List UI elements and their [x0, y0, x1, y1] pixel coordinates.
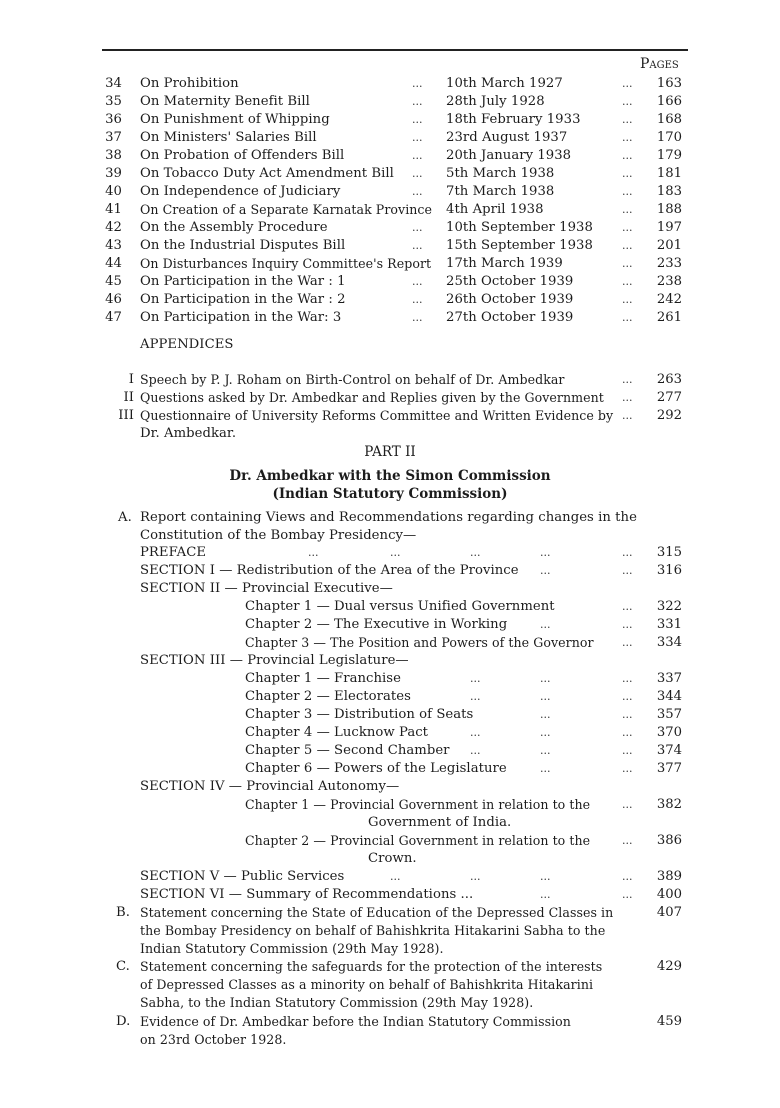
item-title: On Ministers' Salaries Bill — [140, 130, 317, 145]
leader-dots: ... — [622, 870, 633, 883]
leader-dots: ... — [540, 870, 551, 883]
page-number: 183 — [656, 184, 682, 199]
page-number: 400 — [656, 887, 682, 902]
page-number: 337 — [656, 671, 682, 686]
item-title-continued: Indian Statutory Commission (29th May 1928). — [140, 941, 444, 956]
leader-dots: ... — [412, 95, 423, 108]
leader-dots: ... — [622, 798, 633, 811]
leader-dots: ... — [622, 744, 633, 757]
leader-dots: ... — [622, 257, 633, 270]
page-number: 238 — [656, 274, 682, 289]
page-number: 233 — [656, 256, 682, 271]
page-number: 277 — [656, 390, 682, 405]
leader-dots: ... — [622, 636, 633, 649]
leader-dots: ... — [412, 311, 423, 324]
leader-dots: ... — [622, 600, 633, 613]
page-number: 315 — [656, 545, 682, 560]
leader-dots: ... — [412, 77, 423, 90]
item-title: On Maternity Benefit Bill — [140, 94, 310, 109]
item-number: I — [128, 372, 134, 387]
part-title-line1: Dr. Ambedkar with the Simon Commission — [229, 468, 551, 484]
leader-dots: ... — [412, 275, 423, 288]
chapter-label: Chapter 2 — Electorates — [245, 689, 411, 704]
leader-dots: ... — [622, 239, 633, 252]
section-label: SECTION I — Redistribution of the Area of the Province — [140, 563, 519, 578]
item-date: 28th July 1928 — [446, 94, 545, 109]
item-date: 17th March 1939 — [446, 256, 563, 271]
item-date: 23rd August 1937 — [446, 130, 568, 145]
item-title: On Participation in the War : 2 — [140, 292, 346, 307]
leader-dots: ... — [622, 311, 633, 324]
leader-dots: ... — [540, 888, 551, 901]
chapter-label: Chapter 2 — Provincial Government in relation to the — [245, 833, 591, 848]
page-number: 188 — [656, 202, 682, 217]
item-letter: D. — [116, 1014, 131, 1029]
preface-label: PREFACE — [140, 545, 207, 560]
section-label: SECTION II — Provincial Executive— — [140, 581, 393, 596]
item-date: 18th February 1933 — [446, 112, 581, 127]
item-number: 35 — [105, 94, 122, 109]
item-date: 10th March 1927 — [446, 76, 563, 91]
leader-dots: ... — [412, 239, 423, 252]
page-number: 263 — [656, 372, 682, 387]
leader-dots: ... — [622, 888, 633, 901]
leader-dots: ... — [540, 690, 551, 703]
item-title: On Probation of Offenders Bill — [140, 148, 345, 163]
item-title-continued: the Bombay Presidency on behalf of Bahishkrita Hitakarini Sabha to the — [140, 923, 606, 938]
section-label: SECTION IV — Provincial Autonomy— — [140, 779, 400, 794]
leader-dots: ... — [412, 167, 423, 180]
item-title: Questions asked by Dr. Ambedkar and Replies given by the Government — [140, 390, 604, 405]
leader-dots: ... — [622, 708, 633, 721]
page-number: 377 — [656, 761, 682, 776]
leader-dots: ... — [622, 77, 633, 90]
leader-dots: ... — [390, 870, 401, 883]
leader-dots: ... — [412, 293, 423, 306]
item-title: Speech by P. J. Roham on Birth-Control on behalf of Dr. Ambedkar — [140, 372, 565, 387]
part-title-line2: (Indian Statutory Commission) — [272, 486, 508, 502]
chapter-label: Chapter 5 — Second Chamber — [245, 743, 450, 758]
item-title-continued: Dr. Ambedkar. — [140, 426, 237, 441]
page-number: 179 — [656, 148, 682, 163]
leader-dots: ... — [390, 546, 401, 559]
leader-dots: ... — [470, 672, 481, 685]
item-title: On Independence of Judiciary — [140, 184, 341, 199]
leader-dots: ... — [540, 618, 551, 631]
item-number: 37 — [105, 130, 122, 145]
item-date: 4th April 1938 — [446, 202, 544, 217]
leader-dots: ... — [622, 726, 633, 739]
leader-dots: ... — [540, 726, 551, 739]
page-number: 344 — [656, 689, 682, 704]
leader-dots: ... — [622, 618, 633, 631]
item-title: On Punishment of Whipping — [140, 112, 330, 127]
page-number: 201 — [656, 238, 682, 253]
leader-dots: ... — [622, 391, 633, 404]
item-title: Statement concerning the State of Education of the Depressed Classes in — [140, 905, 614, 920]
leader-dots: ... — [622, 564, 633, 577]
item-title-continued: on 23rd October 1928. — [140, 1032, 287, 1047]
page-number: 370 — [656, 725, 682, 740]
chapter-label: Chapter 1 — Dual versus Unified Government — [245, 599, 555, 614]
leader-dots: ... — [622, 113, 633, 126]
appendices-heading: APPENDICES — [140, 337, 234, 352]
section-label: SECTION V — Public Services — [140, 869, 345, 884]
leader-dots: ... — [622, 167, 633, 180]
leader-dots: ... — [622, 546, 633, 559]
item-date: 20th January 1938 — [446, 148, 572, 163]
leader-dots: ... — [622, 275, 633, 288]
leader-dots: ... — [470, 690, 481, 703]
leader-dots: ... — [540, 762, 551, 775]
top-rule — [102, 49, 688, 51]
item-number: 41 — [105, 202, 122, 217]
item-title: Questionnaire of University Reforms Committee and Written Evidence by — [140, 408, 614, 423]
chapter-label: Chapter 2 — The Executive in Working — [245, 617, 508, 632]
page-number: 168 — [656, 112, 682, 127]
item-date: 7th March 1938 — [446, 184, 555, 199]
item-number: 44 — [105, 256, 122, 271]
leader-dots: ... — [470, 546, 481, 559]
leader-dots: ... — [622, 203, 633, 216]
leader-dots: ... — [540, 708, 551, 721]
leader-dots: ... — [622, 185, 633, 198]
chapter-label: Chapter 1 — Provincial Government in relation to the — [245, 797, 591, 812]
leader-dots: ... — [308, 546, 319, 559]
item-date: 25th October 1939 — [446, 274, 574, 289]
item-title: On the Assembly Procedure — [140, 220, 328, 235]
page-number: 407 — [656, 905, 682, 920]
page-number: 459 — [656, 1014, 682, 1029]
leader-dots: ... — [412, 131, 423, 144]
item-title-continued: Constitution of the Bombay Presidency— — [140, 528, 417, 543]
item-date: 10th September 1938 — [446, 220, 593, 235]
leader-dots: ... — [622, 149, 633, 162]
leader-dots: ... — [622, 834, 633, 847]
item-date: 15th September 1938 — [446, 238, 593, 253]
leader-dots: ... — [412, 221, 423, 234]
leader-dots: ... — [622, 762, 633, 775]
item-title: On Creation of a Separate Karnatak Province — [140, 202, 433, 217]
leader-dots: ... — [412, 149, 423, 162]
item-title: Report containing Views and Recommendations regarding changes in the — [140, 510, 637, 525]
page-number: 242 — [656, 292, 682, 307]
item-number: 47 — [105, 310, 122, 325]
section-label: SECTION III — Provincial Legislature— — [140, 653, 409, 668]
leader-dots: ... — [540, 564, 551, 577]
leader-dots: ... — [622, 409, 633, 422]
item-number: 43 — [105, 238, 122, 253]
page-number: 197 — [656, 220, 682, 235]
page-number: 386 — [656, 833, 682, 848]
item-title-continued: of Depressed Classes as a minority on behalf of Bahishkrita Hitakarini — [140, 977, 594, 992]
item-title-continued: Sabha, to the Indian Statutory Commission (29th May 1928). — [140, 995, 534, 1010]
item-number: 46 — [105, 292, 122, 307]
page-number: 181 — [656, 166, 682, 181]
chapter-label: Chapter 4 — Lucknow Pact — [245, 725, 429, 740]
leader-dots: ... — [470, 870, 481, 883]
chapter-label: Chapter 1 — Franchise — [245, 671, 401, 686]
page-number: 292 — [656, 408, 682, 423]
item-title: On Disturbances Inquiry Committee's Report — [140, 256, 432, 271]
item-number: 40 — [105, 184, 122, 199]
page-number: 316 — [656, 563, 682, 578]
item-number: 42 — [105, 220, 122, 235]
leader-dots: ... — [470, 726, 481, 739]
leader-dots: ... — [622, 221, 633, 234]
leader-dots: ... — [412, 113, 423, 126]
chapter-label-continued: Crown. — [368, 851, 417, 866]
leader-dots: ... — [622, 373, 633, 386]
page-number: 334 — [656, 635, 682, 650]
item-title: Evidence of Dr. Ambedkar before the Indian Statutory Commission — [140, 1014, 571, 1029]
chapter-label: Chapter 3 — The Position and Powers of the Governor — [245, 635, 594, 650]
item-number: 36 — [105, 112, 122, 127]
page-number: 389 — [656, 869, 682, 884]
section-label: SECTION VI — Summary of Recommendations ... — [140, 887, 474, 902]
item-number: 39 — [105, 166, 122, 181]
leader-dots: ... — [540, 546, 551, 559]
leader-dots: ... — [622, 131, 633, 144]
item-date: 27th October 1939 — [446, 310, 574, 325]
item-date: 5th March 1938 — [446, 166, 555, 181]
leader-dots: ... — [622, 672, 633, 685]
leader-dots: ... — [622, 690, 633, 703]
leader-dots: ... — [622, 95, 633, 108]
item-date: 26th October 1939 — [446, 292, 574, 307]
leader-dots: ... — [622, 293, 633, 306]
item-letter: A. — [118, 510, 132, 525]
item-number: III — [118, 408, 134, 423]
page-number: 382 — [656, 797, 682, 812]
item-title: On Participation in the War : 1 — [140, 274, 346, 289]
item-letter: B. — [116, 905, 130, 920]
leader-dots: ... — [540, 672, 551, 685]
page-number: 170 — [656, 130, 682, 145]
page-number: 166 — [656, 94, 682, 109]
item-number: 45 — [105, 274, 122, 289]
item-title: Statement concerning the safeguards for the protection of the interests — [140, 959, 603, 974]
pages-column-heading: Pages — [640, 56, 679, 72]
item-number: II — [123, 390, 134, 405]
chapter-label-continued: Government of India. — [368, 815, 512, 830]
item-number: 38 — [105, 148, 122, 163]
leader-dots: ... — [470, 744, 481, 757]
page-number: 357 — [656, 707, 682, 722]
page-number: 322 — [656, 599, 682, 614]
chapter-label: Chapter 6 — Powers of the Legislature — [245, 761, 507, 776]
page-number: 429 — [656, 959, 682, 974]
page-number: 163 — [656, 76, 682, 91]
page-number: 374 — [656, 743, 682, 758]
page-number: 261 — [656, 310, 682, 325]
item-title: On Participation in the War: 3 — [140, 310, 342, 325]
item-number: 34 — [105, 76, 122, 91]
item-title: On the Industrial Disputes Bill — [140, 238, 346, 253]
chapter-label: Chapter 3 — Distribution of Seats — [245, 707, 474, 722]
item-letter: C. — [116, 959, 130, 974]
part-heading: PART II — [364, 444, 416, 460]
leader-dots: ... — [412, 185, 423, 198]
leader-dots: ... — [540, 744, 551, 757]
page-number: 331 — [656, 617, 682, 632]
item-title: On Tobacco Duty Act Amendment Bill — [140, 166, 394, 181]
item-title: On Prohibition — [140, 76, 239, 91]
